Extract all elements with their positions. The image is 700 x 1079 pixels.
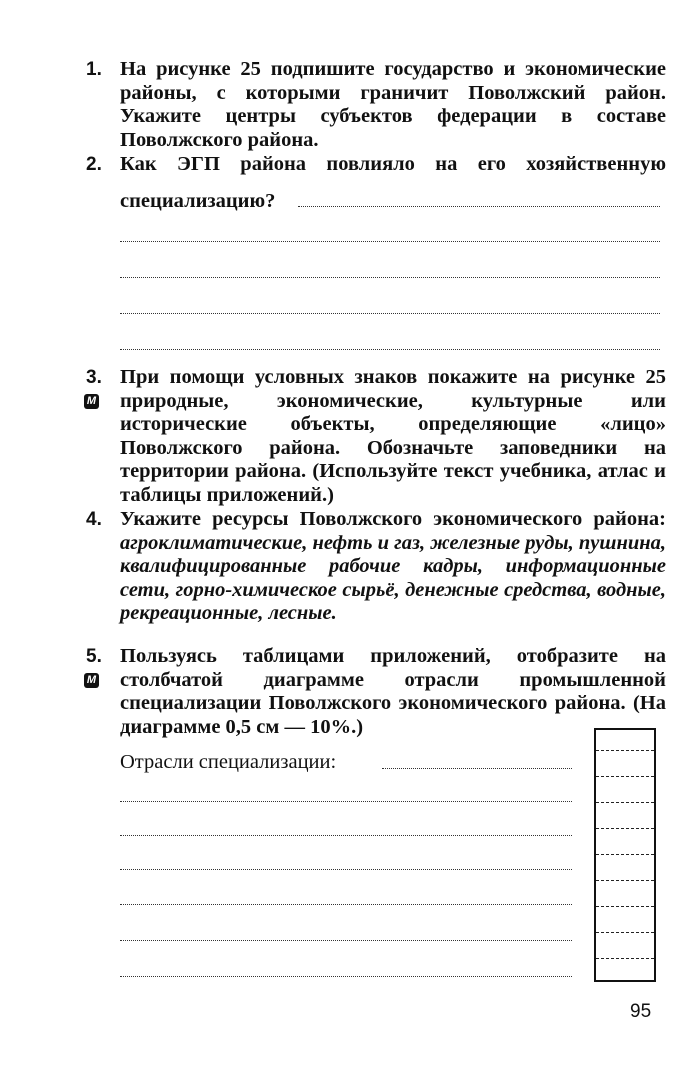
- grid-line: [596, 958, 654, 959]
- atlas-mark-icon: М: [84, 673, 99, 688]
- answer-line[interactable]: [120, 976, 572, 977]
- resource-list: агроклиматические, нефть и газ, железные руды, пушнина, квалифицированные рабочие кадры, информационные сети, горно-химическое сырьё, денежные средства, водные, рекреационные, лесные.: [120, 531, 666, 624]
- grid-line: [596, 932, 654, 933]
- task-text: Пользуясь таблицами приложений, отобразите на столбчатой диаграмме отрасли промышленной специализации Поволжского экономического района. (На диаграмме 0,5 см — 10%.): [120, 645, 666, 738]
- task-number: 1.: [86, 59, 102, 80]
- grid-line: [596, 906, 654, 907]
- answer-line[interactable]: [120, 801, 572, 802]
- grid-line: [596, 880, 654, 881]
- grid-line: [596, 828, 654, 829]
- task-text: Как ЭГП района повлияло на его хозяйственную: [120, 153, 666, 175]
- bar-diagram-grid[interactable]: [594, 728, 656, 982]
- task-number: 2.: [86, 154, 102, 175]
- task-text-intro: Укажите ресурсы Поволжского экономического района:: [120, 508, 666, 530]
- task-text: На рисунке 25 подпишите государство и экономические районы, с которыми граничит Поволжский район. Укажите центры субъектов федерации в составе Поволжского района.: [120, 58, 666, 151]
- grid-line: [596, 802, 654, 803]
- answer-line[interactable]: [120, 835, 572, 836]
- answer-line[interactable]: [120, 349, 660, 350]
- task-number: 3.: [86, 367, 102, 388]
- answer-line[interactable]: [120, 940, 572, 941]
- answer-line[interactable]: [120, 241, 660, 242]
- task-text: При помощи условных знаков покажите на рисунке 25 природные, экономические, культурные или исторические объекты, определяющие «лицо» Поволжского района. Обозначьте заповедники на территории района. (Используйте текст учебника, атлас и таблицы приложений.): [120, 366, 666, 506]
- task-number: 4.: [86, 509, 102, 530]
- page-number: 95: [630, 1001, 652, 1022]
- grid-line: [596, 776, 654, 777]
- answer-line[interactable]: [120, 313, 660, 314]
- answer-line[interactable]: [120, 277, 660, 278]
- task-number: 5.: [86, 646, 102, 667]
- task-text: [120, 508, 666, 626]
- grid-line: [596, 854, 654, 855]
- atlas-mark-icon: М: [84, 394, 99, 409]
- answer-line[interactable]: [298, 206, 660, 207]
- answer-line[interactable]: [120, 904, 572, 905]
- answer-label: Отрасли специализации:: [120, 751, 337, 773]
- grid-line: [596, 750, 654, 751]
- answer-line[interactable]: [120, 869, 572, 870]
- answer-line[interactable]: [382, 768, 572, 769]
- answer-label: специализацию?: [120, 190, 276, 212]
